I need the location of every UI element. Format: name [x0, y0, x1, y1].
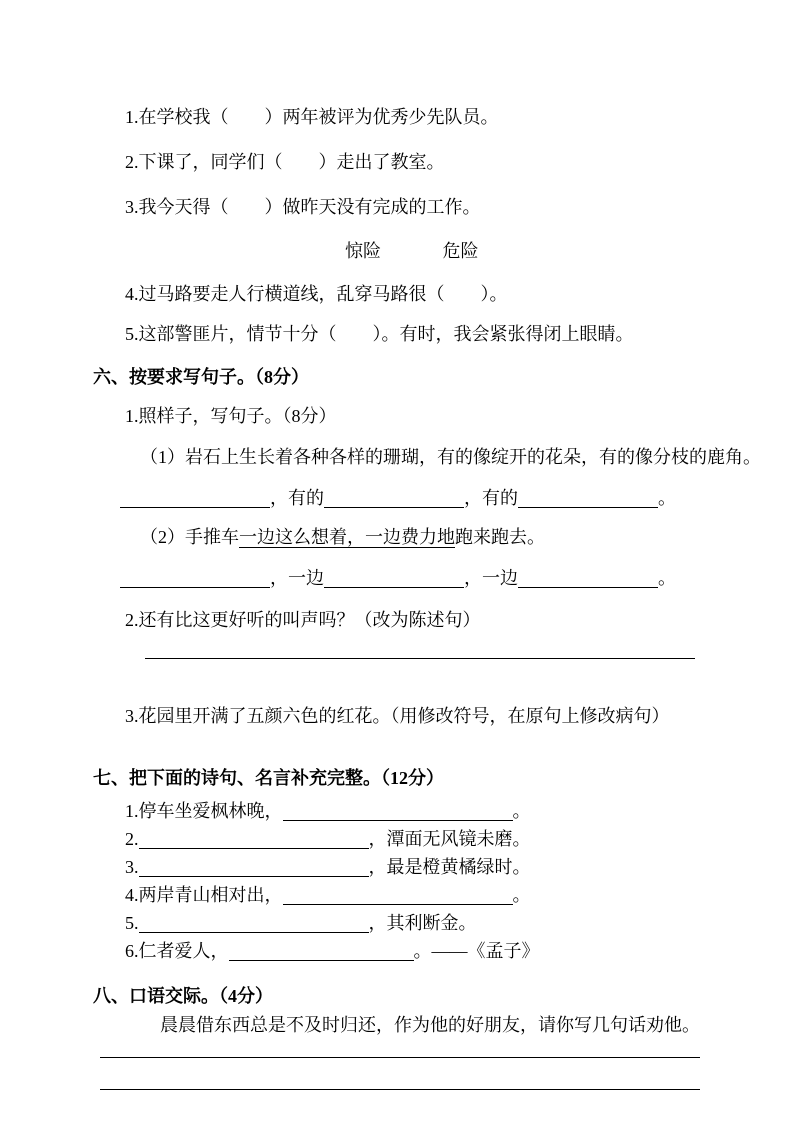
- answer-blank[interactable]: [324, 568, 464, 588]
- pattern-line-2: [120, 564, 793, 592]
- item-text-post: 。: [512, 885, 531, 905]
- question-item-5: [125, 321, 793, 348]
- sub-question-text: 1.照样子，写句子。（8分）: [125, 406, 337, 426]
- word-bank-word-1: 惊险: [345, 241, 381, 261]
- answer-blank[interactable]: [139, 829, 369, 849]
- pattern-text: 。: [658, 488, 676, 508]
- completion-item-5: [125, 909, 793, 937]
- answer-blank[interactable]: [120, 568, 270, 588]
- example-sentence-1: [140, 444, 793, 471]
- question-text: 4.过马路要走人行横道线，乱穿马路很（ ）。: [125, 284, 508, 304]
- answer-blank[interactable]: [518, 488, 658, 508]
- completion-item-4: [125, 881, 793, 909]
- item-text-pre: 3.: [125, 857, 139, 877]
- answer-blank[interactable]: [229, 941, 414, 961]
- example-text: （1）岩石上生长着各种各样的珊瑚，有的像绽开的花朵，有的像分枝的鹿角。: [140, 447, 761, 467]
- section-six-sub-1: [125, 403, 793, 430]
- section-eight-prompt: [160, 1012, 793, 1039]
- example-text-underlined: 一边这么想着，一边费力地: [239, 527, 455, 547]
- answer-blank[interactable]: [324, 488, 464, 508]
- item-text-pre: 6.仁者爱人，: [125, 941, 229, 961]
- pattern-text: ，有的: [270, 488, 324, 508]
- section-title-text: 七、把下面的诗句、名言补充完整。（12分）: [93, 768, 444, 788]
- section-six-sub-2: [125, 607, 793, 634]
- word-bank: [345, 238, 793, 265]
- answer-blank[interactable]: [120, 488, 270, 508]
- completion-item-3: [125, 853, 793, 881]
- answer-line[interactable]: [100, 1089, 700, 1090]
- answer-blank[interactable]: [518, 568, 658, 588]
- pattern-text: 。: [658, 568, 676, 588]
- question-item-1: [125, 104, 793, 131]
- answer-blank[interactable]: [139, 913, 369, 933]
- item-text-pre: 2.: [125, 829, 139, 849]
- section-title-text: 八、口语交际。（4分）: [93, 986, 273, 1006]
- completion-item-1: [125, 797, 793, 825]
- example-text-post: 跑来跑去。: [455, 527, 545, 547]
- answer-line[interactable]: [145, 658, 695, 659]
- question-item-2: [125, 149, 793, 176]
- question-text: 3.我今天得（ ）做昨天没有完成的工作。: [125, 197, 481, 217]
- section-seven-title: [93, 764, 793, 792]
- example-sentence-2: [140, 524, 793, 551]
- item-text-post: ，潭面无风镜未磨。: [368, 829, 531, 849]
- item-text-post: 。: [512, 801, 531, 821]
- prompt-text: 晨晨借东西总是不及时归还，作为他的好朋友，请你写几句话劝他。: [160, 1015, 700, 1035]
- section-six-sub-3: [125, 703, 793, 730]
- example-text-pre: （2）手推车: [140, 527, 239, 547]
- completion-item-2: [125, 825, 793, 853]
- item-text-post: ，其利断金。: [368, 913, 477, 933]
- sub-question-text: 3.花园里开满了五颜六色的红花。（用修改符号，在原句上修改病句）: [125, 706, 670, 726]
- sub-question-text: 2.还有比这更好听的叫声吗？（改为陈述句）: [125, 610, 481, 630]
- section-six-title: [93, 363, 793, 391]
- question-item-4: [125, 281, 793, 308]
- section-eight-title: [93, 982, 793, 1010]
- question-text: 2.下课了，同学们（ ）走出了教室。: [125, 152, 445, 172]
- pattern-line-1: [120, 484, 793, 512]
- section-title-text: 六、按要求写句子。（8分）: [93, 367, 309, 387]
- question-text: 1.在学校我（ ）两年被评为优秀少先队员。: [125, 107, 499, 127]
- answer-line[interactable]: [100, 1057, 700, 1058]
- pattern-text: ，有的: [464, 488, 518, 508]
- answer-blank[interactable]: [283, 801, 513, 821]
- pattern-text: ，一边: [270, 568, 324, 588]
- question-text: 5.这部警匪片，情节十分（ ）。有时，我会紧张得闭上眼睛。: [125, 324, 634, 344]
- word-bank-word-2: 危险: [442, 241, 479, 261]
- item-text-pre: 5.: [125, 913, 139, 933]
- answer-blank[interactable]: [283, 885, 513, 905]
- answer-blank[interactable]: [139, 857, 369, 877]
- completion-item-6: [125, 937, 793, 965]
- item-text-post: 。——《孟子》: [413, 941, 540, 961]
- item-text-pre: 1.停车坐爱枫林晚，: [125, 801, 283, 821]
- pattern-text: ，一边: [464, 568, 518, 588]
- question-item-3: [125, 194, 793, 221]
- item-text-post: ，最是橙黄橘绿时。: [368, 857, 531, 877]
- item-text-pre: 4.两岸青山相对出，: [125, 885, 283, 905]
